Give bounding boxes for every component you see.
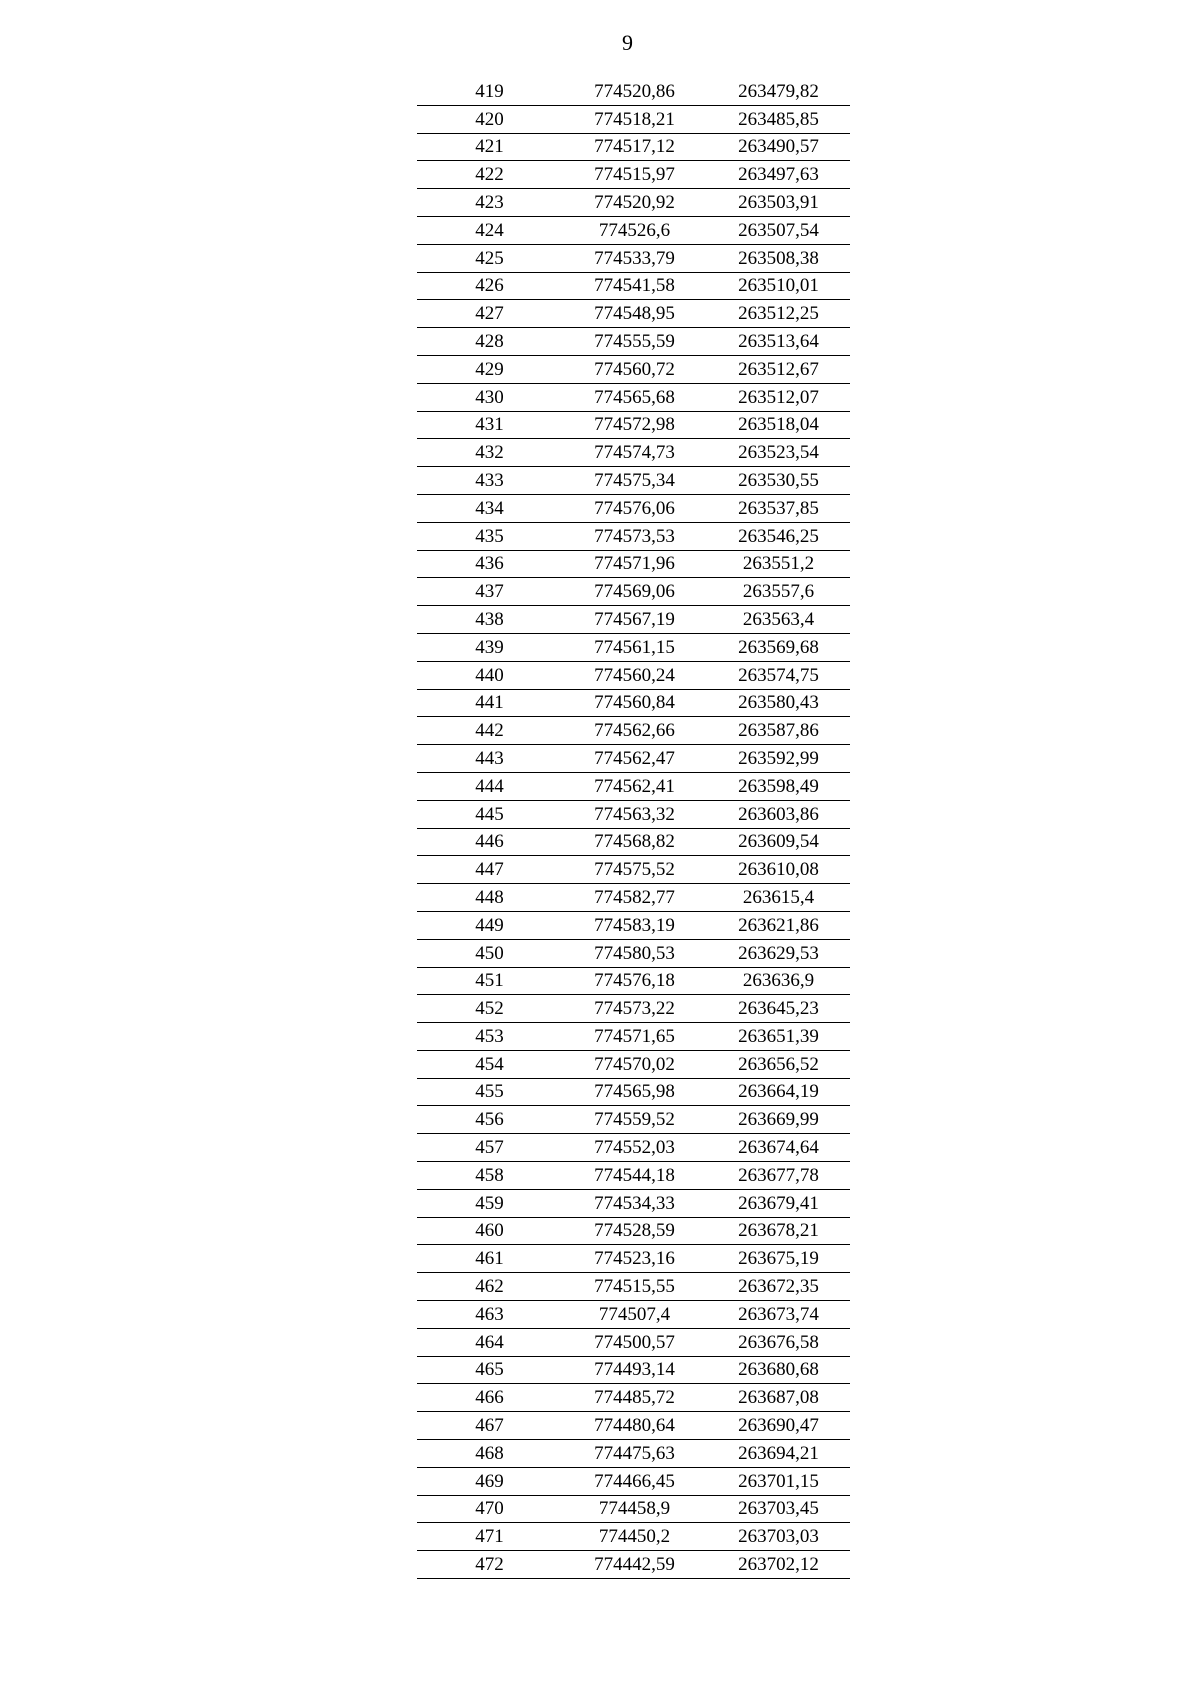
- x-coordinate-cell: 774562,41: [562, 772, 707, 800]
- table-row: [417, 522, 850, 550]
- table-row: [417, 1189, 850, 1217]
- point-number-cell: 461: [417, 1245, 562, 1273]
- table-row: [417, 661, 850, 689]
- point-number-cell: 462: [417, 1273, 562, 1301]
- point-number-cell: 438: [417, 606, 562, 634]
- y-coordinate-cell: 263503,91: [707, 189, 850, 217]
- x-coordinate-cell: 774526,6: [562, 216, 707, 244]
- point-number-cell: 443: [417, 745, 562, 773]
- point-number-cell: 469: [417, 1467, 562, 1495]
- table-row: [417, 856, 850, 884]
- y-coordinate-cell: 263679,41: [707, 1189, 850, 1217]
- table-row: [417, 1245, 850, 1273]
- x-coordinate-cell: 774442,59: [562, 1551, 707, 1579]
- y-coordinate-cell: 263510,01: [707, 272, 850, 300]
- point-number-cell: 448: [417, 884, 562, 912]
- table-row: [417, 1078, 850, 1106]
- y-coordinate-cell: 263629,53: [707, 939, 850, 967]
- y-coordinate-cell: 263651,39: [707, 1023, 850, 1051]
- table-row: [417, 494, 850, 522]
- y-coordinate-cell: 263512,07: [707, 383, 850, 411]
- y-coordinate-cell: 263609,54: [707, 828, 850, 856]
- point-number-cell: 422: [417, 161, 562, 189]
- y-coordinate-cell: 263598,49: [707, 772, 850, 800]
- table-row: [417, 244, 850, 272]
- x-coordinate-cell: 774582,77: [562, 884, 707, 912]
- x-coordinate-cell: 774523,16: [562, 1245, 707, 1273]
- y-coordinate-cell: 263690,47: [707, 1412, 850, 1440]
- table-row: [417, 1440, 850, 1468]
- table-row: [417, 1134, 850, 1162]
- table-row: [417, 772, 850, 800]
- table-row: [417, 272, 850, 300]
- x-coordinate-cell: 774544,18: [562, 1162, 707, 1190]
- point-number-cell: 436: [417, 550, 562, 578]
- y-coordinate-cell: 263537,85: [707, 494, 850, 522]
- table-row: [417, 300, 850, 328]
- x-coordinate-cell: 774562,66: [562, 717, 707, 745]
- table-row: [417, 550, 850, 578]
- x-coordinate-cell: 774507,4: [562, 1301, 707, 1329]
- x-coordinate-cell: 774466,45: [562, 1467, 707, 1495]
- table-row: [417, 828, 850, 856]
- point-number-cell: 458: [417, 1162, 562, 1190]
- table-row: [417, 1023, 850, 1051]
- x-coordinate-cell: 774533,79: [562, 244, 707, 272]
- point-number-cell: 431: [417, 411, 562, 439]
- y-coordinate-cell: 263518,04: [707, 411, 850, 439]
- point-number-cell: 455: [417, 1078, 562, 1106]
- x-coordinate-cell: 774475,63: [562, 1440, 707, 1468]
- point-number-cell: 465: [417, 1356, 562, 1384]
- y-coordinate-cell: 263673,74: [707, 1301, 850, 1329]
- y-coordinate-cell: 263678,21: [707, 1217, 850, 1245]
- point-number-cell: 440: [417, 661, 562, 689]
- coordinates-table-body: [417, 78, 850, 1579]
- table-row: [417, 78, 850, 105]
- point-number-cell: 441: [417, 689, 562, 717]
- x-coordinate-cell: 774574,73: [562, 439, 707, 467]
- table-row: [417, 439, 850, 467]
- point-number-cell: 428: [417, 328, 562, 356]
- x-coordinate-cell: 774580,53: [562, 939, 707, 967]
- point-number-cell: 434: [417, 494, 562, 522]
- y-coordinate-cell: 263490,57: [707, 133, 850, 161]
- x-coordinate-cell: 774548,95: [562, 300, 707, 328]
- y-coordinate-cell: 263702,12: [707, 1551, 850, 1579]
- table-row: [417, 411, 850, 439]
- y-coordinate-cell: 263656,52: [707, 1050, 850, 1078]
- point-number-cell: 451: [417, 967, 562, 995]
- y-coordinate-cell: 263557,6: [707, 578, 850, 606]
- y-coordinate-cell: 263580,43: [707, 689, 850, 717]
- y-coordinate-cell: 263592,99: [707, 745, 850, 773]
- table-row: [417, 1050, 850, 1078]
- x-coordinate-cell: 774572,98: [562, 411, 707, 439]
- point-number-cell: 467: [417, 1412, 562, 1440]
- y-coordinate-cell: 263694,21: [707, 1440, 850, 1468]
- x-coordinate-cell: 774569,06: [562, 578, 707, 606]
- x-coordinate-cell: 774485,72: [562, 1384, 707, 1412]
- table-row: [417, 745, 850, 773]
- point-number-cell: 444: [417, 772, 562, 800]
- table-row: [417, 105, 850, 133]
- x-coordinate-cell: 774583,19: [562, 911, 707, 939]
- x-coordinate-cell: 774480,64: [562, 1412, 707, 1440]
- y-coordinate-cell: 263621,86: [707, 911, 850, 939]
- y-coordinate-cell: 263512,25: [707, 300, 850, 328]
- y-coordinate-cell: 263703,03: [707, 1523, 850, 1551]
- point-number-cell: 435: [417, 522, 562, 550]
- x-coordinate-cell: 774573,53: [562, 522, 707, 550]
- point-number-cell: 429: [417, 355, 562, 383]
- x-coordinate-cell: 774561,15: [562, 633, 707, 661]
- x-coordinate-cell: 774560,72: [562, 355, 707, 383]
- x-coordinate-cell: 774518,21: [562, 105, 707, 133]
- point-number-cell: 420: [417, 105, 562, 133]
- page-number: 9: [622, 30, 633, 55]
- table-row: [417, 1301, 850, 1329]
- x-coordinate-cell: 774575,34: [562, 467, 707, 495]
- y-coordinate-cell: 263507,54: [707, 216, 850, 244]
- point-number-cell: 427: [417, 300, 562, 328]
- table-row: [417, 689, 850, 717]
- y-coordinate-cell: 263546,25: [707, 522, 850, 550]
- point-number-cell: 472: [417, 1551, 562, 1579]
- x-coordinate-cell: 774571,65: [562, 1023, 707, 1051]
- table-row: [417, 1523, 850, 1551]
- y-coordinate-cell: 263610,08: [707, 856, 850, 884]
- x-coordinate-cell: 774576,18: [562, 967, 707, 995]
- table-row: [417, 383, 850, 411]
- table-row: [417, 355, 850, 383]
- x-coordinate-cell: 774520,92: [562, 189, 707, 217]
- y-coordinate-cell: 263615,4: [707, 884, 850, 912]
- point-number-cell: 446: [417, 828, 562, 856]
- x-coordinate-cell: 774575,52: [562, 856, 707, 884]
- x-coordinate-cell: 774563,32: [562, 800, 707, 828]
- point-number-cell: 470: [417, 1495, 562, 1523]
- point-number-cell: 424: [417, 216, 562, 244]
- table-row: [417, 717, 850, 745]
- x-coordinate-cell: 774568,82: [562, 828, 707, 856]
- point-number-cell: 459: [417, 1189, 562, 1217]
- x-coordinate-cell: 774559,52: [562, 1106, 707, 1134]
- table-row: [417, 800, 850, 828]
- table-row: [417, 189, 850, 217]
- point-number-cell: 426: [417, 272, 562, 300]
- table-row: [417, 1217, 850, 1245]
- x-coordinate-cell: 774565,68: [562, 383, 707, 411]
- x-coordinate-cell: 774562,47: [562, 745, 707, 773]
- table-row: [417, 1106, 850, 1134]
- x-coordinate-cell: 774450,2: [562, 1523, 707, 1551]
- y-coordinate-cell: 263508,38: [707, 244, 850, 272]
- point-number-cell: 442: [417, 717, 562, 745]
- y-coordinate-cell: 263513,64: [707, 328, 850, 356]
- point-number-cell: 425: [417, 244, 562, 272]
- x-coordinate-cell: 774541,58: [562, 272, 707, 300]
- point-number-cell: 457: [417, 1134, 562, 1162]
- table-row: [417, 911, 850, 939]
- y-coordinate-cell: 263687,08: [707, 1384, 850, 1412]
- point-number-cell: 453: [417, 1023, 562, 1051]
- y-coordinate-cell: 263479,82: [707, 78, 850, 105]
- y-coordinate-cell: 263645,23: [707, 995, 850, 1023]
- y-coordinate-cell: 263523,54: [707, 439, 850, 467]
- y-coordinate-cell: 263680,68: [707, 1356, 850, 1384]
- point-number-cell: 460: [417, 1217, 562, 1245]
- x-coordinate-cell: 774571,96: [562, 550, 707, 578]
- point-number-cell: 432: [417, 439, 562, 467]
- table-row: [417, 328, 850, 356]
- point-number-cell: 423: [417, 189, 562, 217]
- point-number-cell: 454: [417, 1050, 562, 1078]
- table-row: [417, 606, 850, 634]
- x-coordinate-cell: 774565,98: [562, 1078, 707, 1106]
- x-coordinate-cell: 774567,19: [562, 606, 707, 634]
- x-coordinate-cell: 774458,9: [562, 1495, 707, 1523]
- x-coordinate-cell: 774552,03: [562, 1134, 707, 1162]
- y-coordinate-cell: 263672,35: [707, 1273, 850, 1301]
- point-number-cell: 439: [417, 633, 562, 661]
- y-coordinate-cell: 263485,85: [707, 105, 850, 133]
- x-coordinate-cell: 774576,06: [562, 494, 707, 522]
- table-row: [417, 1495, 850, 1523]
- table-row: [417, 1412, 850, 1440]
- x-coordinate-cell: 774493,14: [562, 1356, 707, 1384]
- table-row: [417, 1551, 850, 1579]
- point-number-cell: 419: [417, 78, 562, 105]
- y-coordinate-cell: 263636,9: [707, 967, 850, 995]
- point-number-cell: 421: [417, 133, 562, 161]
- x-coordinate-cell: 774534,33: [562, 1189, 707, 1217]
- x-coordinate-cell: 774570,02: [562, 1050, 707, 1078]
- x-coordinate-cell: 774555,59: [562, 328, 707, 356]
- table-row: [417, 578, 850, 606]
- table-row: [417, 1328, 850, 1356]
- x-coordinate-cell: 774500,57: [562, 1328, 707, 1356]
- y-coordinate-cell: 263574,75: [707, 661, 850, 689]
- x-coordinate-cell: 774560,84: [562, 689, 707, 717]
- point-number-cell: 437: [417, 578, 562, 606]
- x-coordinate-cell: 774517,12: [562, 133, 707, 161]
- y-coordinate-cell: 263677,78: [707, 1162, 850, 1190]
- y-coordinate-cell: 263676,58: [707, 1328, 850, 1356]
- table-row: [417, 1162, 850, 1190]
- point-number-cell: 430: [417, 383, 562, 411]
- x-coordinate-cell: 774528,59: [562, 1217, 707, 1245]
- table-row: [417, 967, 850, 995]
- point-number-cell: 468: [417, 1440, 562, 1468]
- table-row: [417, 1273, 850, 1301]
- y-coordinate-cell: 263703,45: [707, 1495, 850, 1523]
- y-coordinate-cell: 263674,64: [707, 1134, 850, 1162]
- x-coordinate-cell: 774515,97: [562, 161, 707, 189]
- table-row: [417, 1384, 850, 1412]
- point-number-cell: 445: [417, 800, 562, 828]
- x-coordinate-cell: 774515,55: [562, 1273, 707, 1301]
- y-coordinate-cell: 263551,2: [707, 550, 850, 578]
- coordinates-table: [417, 78, 850, 1579]
- x-coordinate-cell: 774520,86: [562, 78, 707, 105]
- point-number-cell: 449: [417, 911, 562, 939]
- point-number-cell: 464: [417, 1328, 562, 1356]
- table-row: [417, 939, 850, 967]
- table-row: [417, 995, 850, 1023]
- x-coordinate-cell: 774560,24: [562, 661, 707, 689]
- y-coordinate-cell: 263497,63: [707, 161, 850, 189]
- y-coordinate-cell: 263664,19: [707, 1078, 850, 1106]
- y-coordinate-cell: 263675,19: [707, 1245, 850, 1273]
- table-row: [417, 161, 850, 189]
- table-row: [417, 884, 850, 912]
- table-row: [417, 467, 850, 495]
- point-number-cell: 471: [417, 1523, 562, 1551]
- table-row: [417, 633, 850, 661]
- point-number-cell: 466: [417, 1384, 562, 1412]
- y-coordinate-cell: 263669,99: [707, 1106, 850, 1134]
- y-coordinate-cell: 263569,68: [707, 633, 850, 661]
- table-row: [417, 133, 850, 161]
- point-number-cell: 463: [417, 1301, 562, 1329]
- x-coordinate-cell: 774573,22: [562, 995, 707, 1023]
- point-number-cell: 456: [417, 1106, 562, 1134]
- point-number-cell: 433: [417, 467, 562, 495]
- y-coordinate-cell: 263512,67: [707, 355, 850, 383]
- y-coordinate-cell: 263701,15: [707, 1467, 850, 1495]
- y-coordinate-cell: 263587,86: [707, 717, 850, 745]
- y-coordinate-cell: 263563,4: [707, 606, 850, 634]
- point-number-cell: 452: [417, 995, 562, 1023]
- y-coordinate-cell: 263603,86: [707, 800, 850, 828]
- point-number-cell: 447: [417, 856, 562, 884]
- table-row: [417, 216, 850, 244]
- point-number-cell: 450: [417, 939, 562, 967]
- table-row: [417, 1467, 850, 1495]
- table-row: [417, 1356, 850, 1384]
- y-coordinate-cell: 263530,55: [707, 467, 850, 495]
